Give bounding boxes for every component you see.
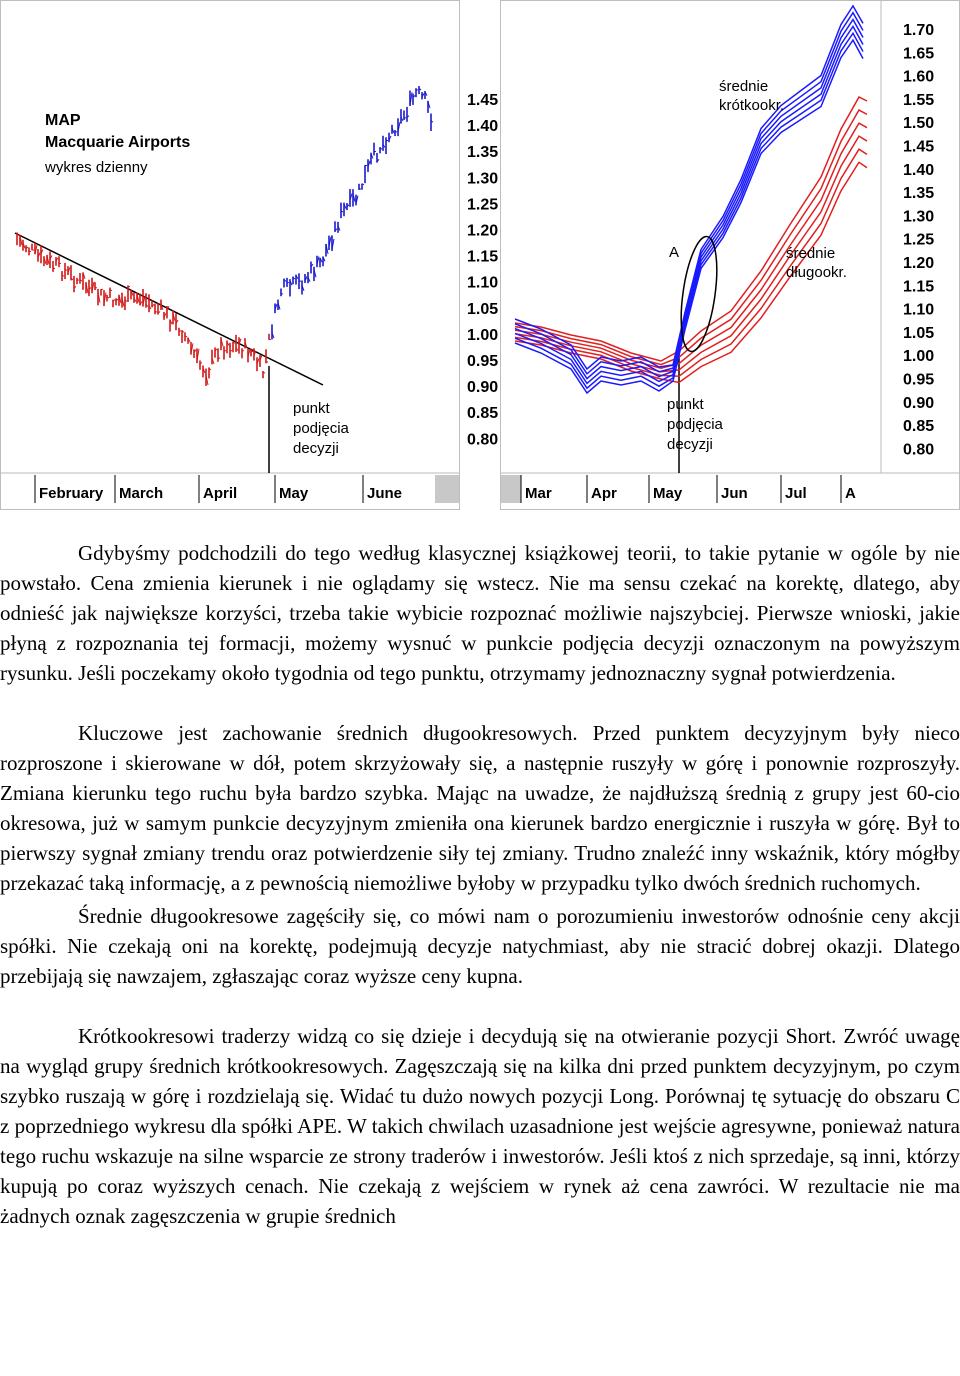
price-bar-tick bbox=[416, 90, 418, 91]
y-tick-label: 1.20 bbox=[903, 255, 935, 272]
point-label: A bbox=[669, 244, 680, 261]
y-tick-label: 1.35 bbox=[467, 144, 499, 162]
y-axis-ticks bbox=[467, 92, 498, 448]
article-text bbox=[0, 538, 960, 1231]
y-tick-label: 0.85 bbox=[903, 418, 935, 436]
y-tick-label: 1.05 bbox=[903, 324, 935, 342]
month-label: Jul bbox=[785, 485, 807, 502]
short-ma-label: średnie bbox=[719, 78, 769, 95]
y-tick-label: 1.70 bbox=[903, 22, 935, 39]
chart-subtitle: wykres dzienny bbox=[45, 159, 148, 176]
left-chart-svg bbox=[1, 1, 499, 509]
chart-title-line: MAP bbox=[45, 112, 81, 129]
short-ma-line bbox=[515, 20, 863, 379]
annotation-line: punkt bbox=[293, 400, 330, 417]
price-bars bbox=[17, 86, 433, 386]
y-tick-label: 0.90 bbox=[467, 379, 499, 397]
right-chart-panel bbox=[500, 0, 960, 510]
annotation-line: podjęcia bbox=[293, 420, 349, 437]
y-tick-label: 1.45 bbox=[467, 92, 499, 109]
y-tick-label: 1.30 bbox=[903, 208, 935, 226]
price-bar-tick bbox=[359, 188, 361, 189]
x-axis-months bbox=[521, 475, 856, 503]
price-bar-tick bbox=[80, 280, 82, 281]
y-axis-ticks bbox=[903, 22, 934, 458]
y-tick-label: 1.50 bbox=[903, 115, 935, 133]
y-tick-label: 1.40 bbox=[467, 118, 499, 136]
month-label: June bbox=[367, 485, 403, 502]
y-tick-label: 1.65 bbox=[903, 45, 935, 63]
y-tick-label: 1.20 bbox=[467, 222, 499, 240]
y-tick-label: 0.90 bbox=[903, 394, 935, 412]
y-tick-label: 1.10 bbox=[467, 274, 499, 292]
month-label: May bbox=[279, 485, 309, 502]
annotation-line: podjęcia bbox=[667, 416, 723, 433]
y-tick-label: 1.55 bbox=[903, 91, 935, 109]
month-label: February bbox=[39, 485, 104, 502]
y-tick-label: 1.00 bbox=[467, 326, 499, 344]
y-tick-label: 0.95 bbox=[903, 371, 935, 389]
long-ma-line bbox=[515, 110, 867, 365]
short-ma-line bbox=[515, 33, 863, 388]
month-label: May bbox=[653, 485, 683, 502]
left-chart-panel bbox=[0, 0, 499, 510]
y-tick-label: 1.45 bbox=[903, 138, 935, 156]
month-label: A bbox=[845, 485, 856, 502]
y-tick-label: 0.80 bbox=[903, 441, 935, 459]
chart-figure bbox=[0, 0, 960, 512]
y-tick-label: 1.35 bbox=[903, 185, 935, 203]
month-label: Jun bbox=[721, 485, 748, 502]
price-bar-tick bbox=[233, 343, 235, 344]
y-tick-label: 1.25 bbox=[903, 231, 935, 249]
moving-averages bbox=[515, 6, 867, 393]
y-tick-label: 1.25 bbox=[467, 196, 499, 214]
y-tick-label: 0.95 bbox=[467, 353, 499, 370]
long-ma-line bbox=[515, 97, 867, 361]
month-label: April bbox=[203, 485, 238, 502]
annotation-line: decyzji bbox=[667, 436, 713, 453]
y-tick-label: 1.40 bbox=[903, 161, 935, 179]
short-ma-line bbox=[515, 40, 863, 393]
paragraph: Krótkookresowi traderzy widzą co się dzieje i decydują się na otwieranie pozycji Short. Zwróć uwagę na wygląd grupy średnich krótkookresowych. Zagęszczają się na kilka dni przed punktem decyzyjnym, po czym szybko ruszają w górę i rozdzielają się. Widać tu dużo nowych pozycji Long. Porównaj tę sytuację do obszaru C z poprzedniego wykresu dla spółki APE. W takich chwilach uzasadnione jest wejście agresywne, ponieważ natura tego ruchu wskazuje na silne wsparcie ze strony traderów i inwestorów. Jeśli ktoś z nich sprzedaje, są inni, którzy kupują po coraz wyższych cenach. Nie czekają z wejściem w rynek aż cena zawróci. W rezultacie nie ma żadnych oznak zagęszczenia w grupie średnich bbox=[0, 1024, 960, 1228]
y-tick-label: 1.60 bbox=[903, 68, 935, 86]
long-ma-label: średnie bbox=[786, 245, 836, 262]
x-axis-months bbox=[35, 475, 402, 503]
long-ma-line bbox=[515, 149, 867, 376]
price-bar-tick bbox=[29, 251, 31, 252]
long-ma-label: długookr. bbox=[786, 264, 847, 281]
y-tick-label: 1.15 bbox=[467, 248, 499, 266]
y-tick-label: 0.80 bbox=[467, 431, 499, 449]
paragraph: Średnie długookresowe zagęściły się, co mówi nam o porozumieniu inwestorów odnośnie ceny akcji spółki. Nie czekają oni na korektę, podejmują decyzje natychmiast, aby nie stracić dobrej okazji. Dlatego przebijają się nawzajem, zgłaszając coraz wyższe ceny kupna. bbox=[0, 904, 960, 988]
chart-title-line: Macquarie Airports bbox=[45, 134, 191, 151]
price-bar-tick bbox=[404, 118, 406, 119]
month-label: March bbox=[119, 485, 164, 502]
annotation-line: decyzji bbox=[293, 440, 339, 457]
y-tick-label: 1.00 bbox=[903, 348, 935, 366]
y-tick-label: 1.15 bbox=[903, 278, 935, 296]
price-bar-tick bbox=[62, 275, 64, 276]
paragraph: Kluczowe jest zachowanie średnich długookresowych. Przed punktem decyzyjnym były nieco rozproszone i skierowane w dół, potem skrzyżowały się, a następnie ruszyły w górę i ponownie rozproszyły. Zmiana kierunku tego ruchu była bardzo szybka. Mając na uwadze, że najdłuższą średnią z grupy jest 60-cio okresowa, już w samym punkcie decyzyjnym zmieniła ona kierunek bardzo energicznie i ruszyła w górę. Był to pierwszy sygnał zmiany trendu oraz potwierdzenie siły tej zmiany. Trudno znaleźć inny wskaźnik, który mógłby przekazać taką informację, a z pewnością niemożliwe byłoby w przypadku tylko dwóch średnich ruchomych. bbox=[0, 721, 960, 895]
paragraph: Gdybyśmy podchodzili do tego według klasycznej książkowej teorii, to takie pytanie w ogóle by nie powstało. Cena zmienia kierunek i nie oglądamy się wstecz. Nie ma sensu czekać na korektę, dlatego, aby odnieść jak największe korzyści, trzeba takie wybicie rozpoznać możliwie najszybciej. Pierwsze wnioski, jakie płyną z rozpoznania tej formacji, możemy wysnuć w punkcie podjęcia decyzji oznaczonym na powyższym rysunku. Jeśli poczekamy około tygodnia od tego punktu, otrzymamy jednoznaczny sygnał potwierdzenia. bbox=[0, 541, 960, 685]
short-ma-label: krótkookr. bbox=[719, 97, 785, 114]
y-tick-label: 1.10 bbox=[903, 301, 935, 319]
right-chart-svg bbox=[501, 1, 959, 509]
y-tick-label: 0.85 bbox=[467, 405, 499, 423]
month-label: Mar bbox=[525, 485, 552, 502]
month-label: Apr bbox=[591, 485, 617, 502]
price-bar-tick bbox=[110, 290, 112, 291]
trend-line bbox=[15, 233, 323, 385]
annotation-line: punkt bbox=[667, 396, 704, 413]
y-tick-label: 1.05 bbox=[467, 300, 499, 318]
price-bar-tick bbox=[179, 331, 181, 332]
y-tick-label: 1.30 bbox=[467, 170, 499, 188]
